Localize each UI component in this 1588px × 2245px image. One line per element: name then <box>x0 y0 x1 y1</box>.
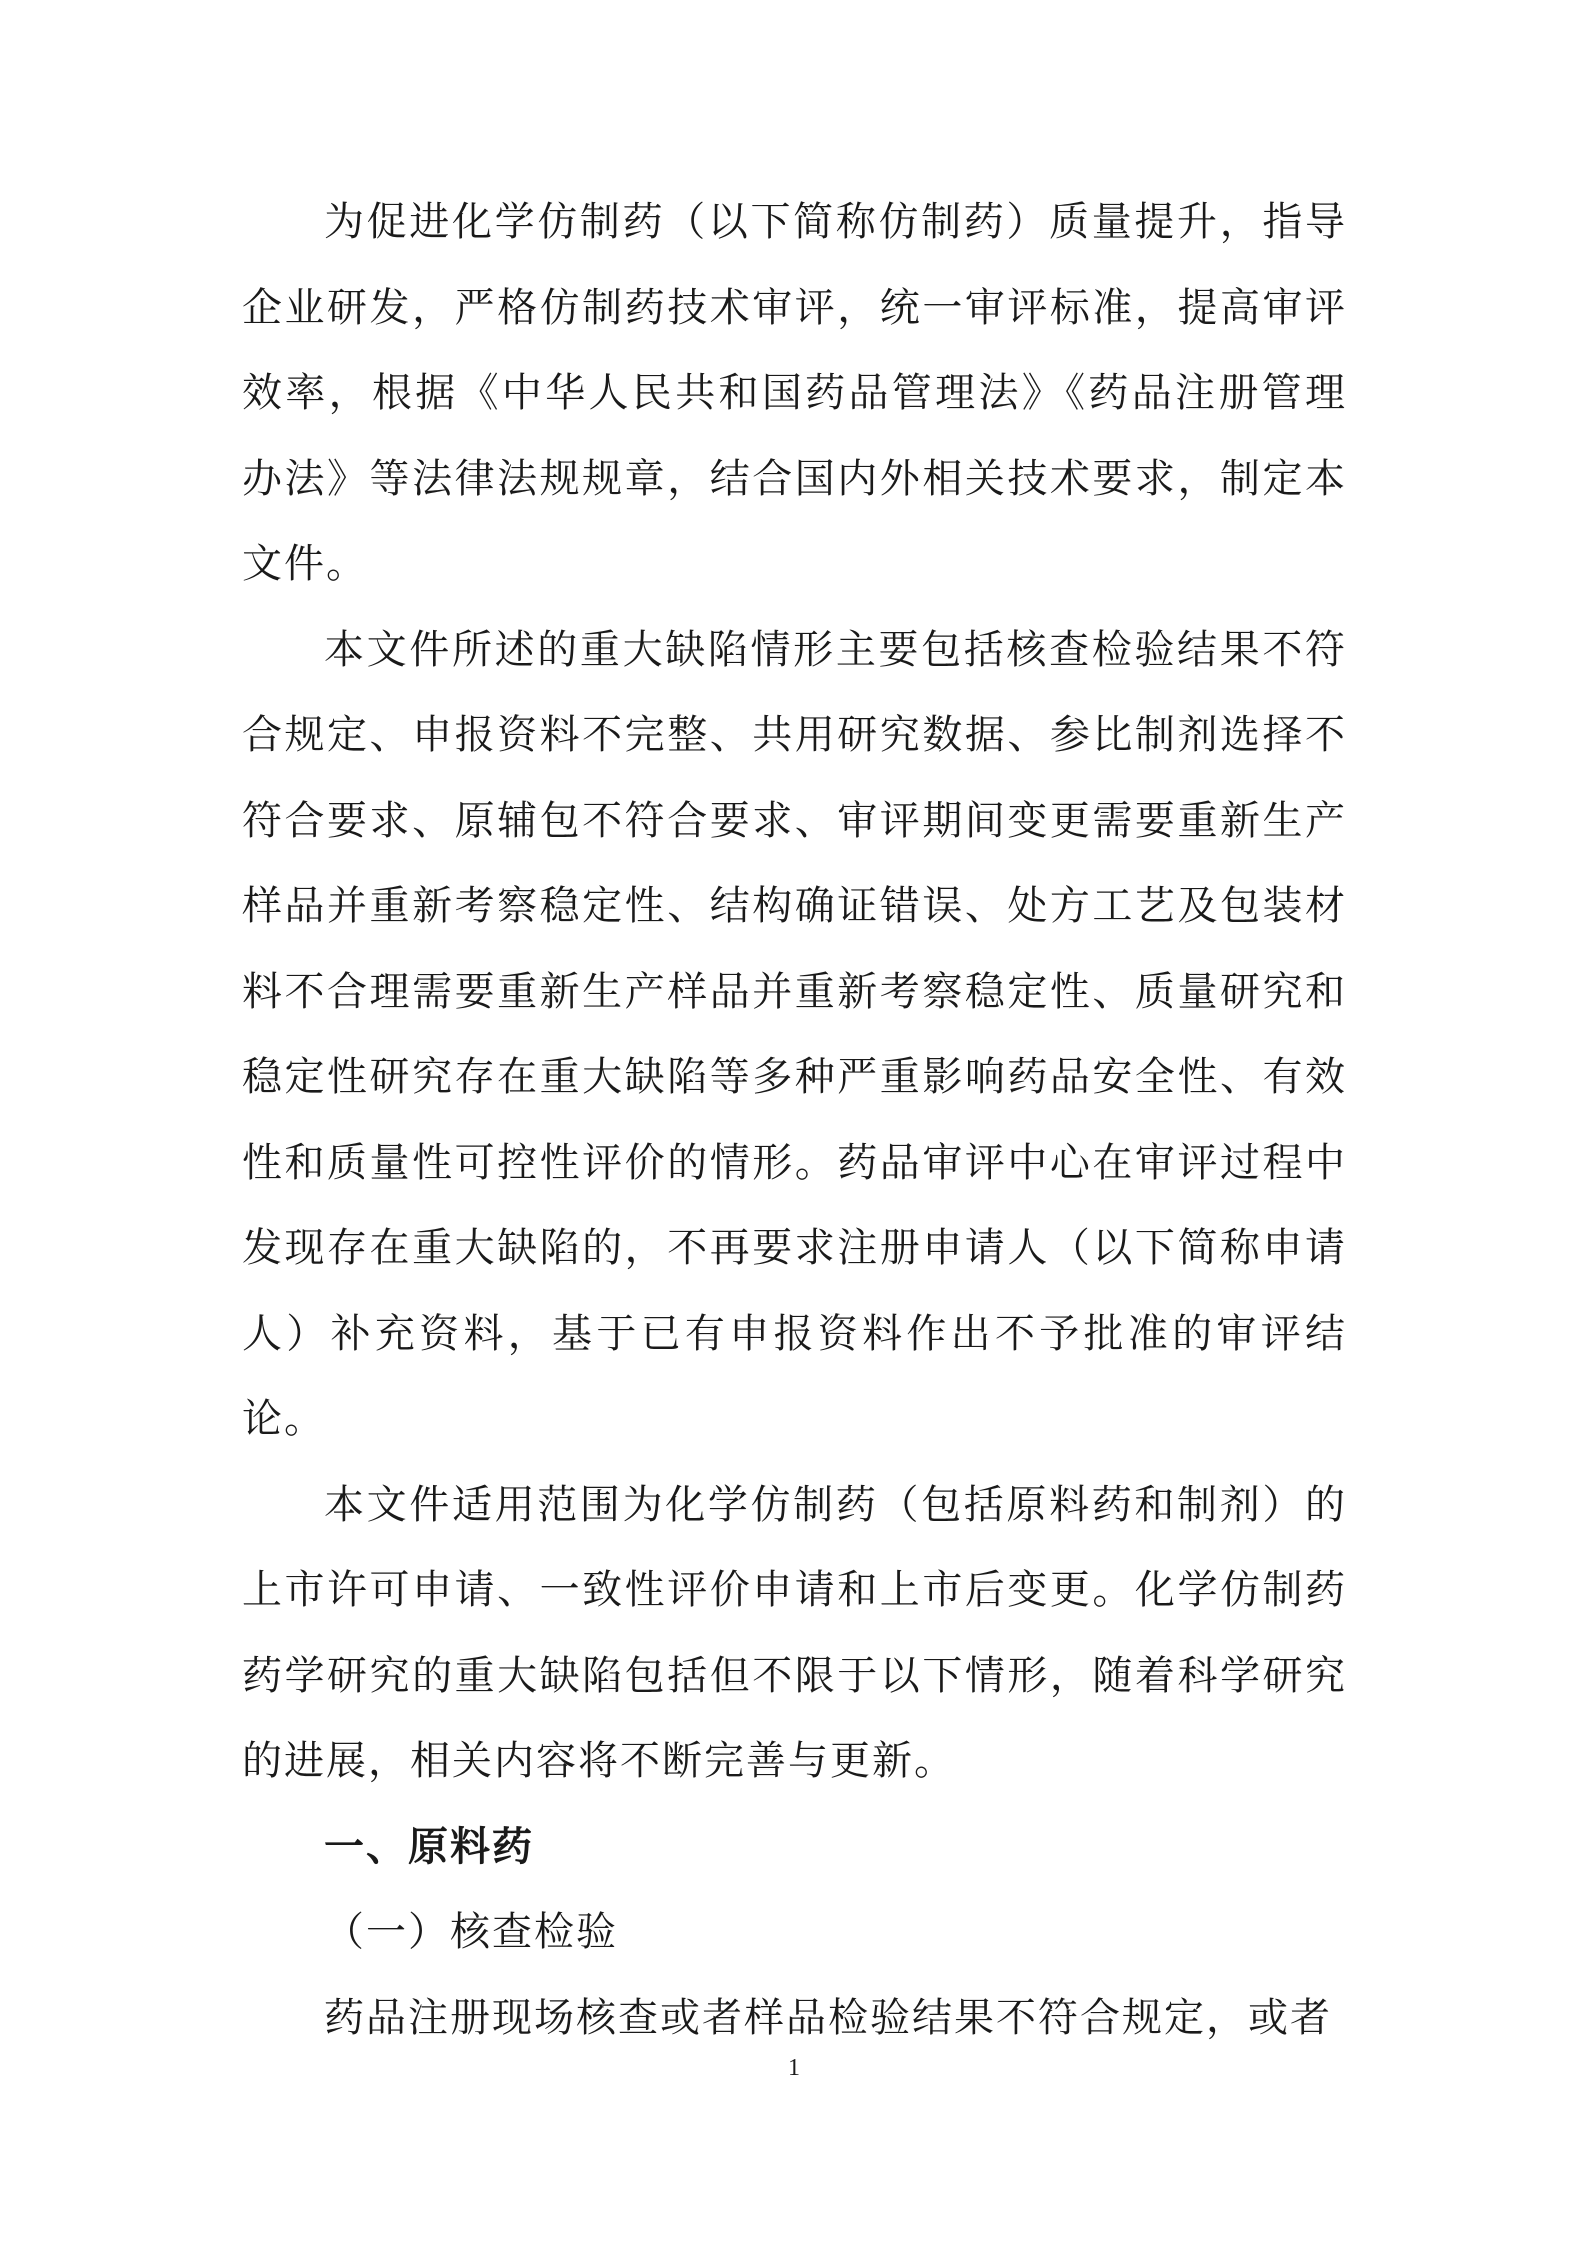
subsection-heading-inspection: （一）核查检验 <box>324 1909 618 1955</box>
page-number: 1 <box>788 2055 800 2081</box>
paragraph-purpose: 为促进化学仿制药（以下简称仿制药）质量提升，指导企业研发，严格仿制药技术审评，统一审评标准，提高审评效率，根据《中华人民共和国药品管理法》《药品注册管理办法》等法律法规规章，结合国内外相关技术要求，制定本文件。 <box>242 199 1347 587</box>
section-heading-api: 一、原料药 <box>324 1823 534 1870</box>
paragraph-inspection: 药品注册现场核查或者样品检验结果不符合规定，或者 <box>324 1994 1332 2041</box>
paragraph-major-defects: 本文件所述的重大缺陷情形主要包括核查检验结果不符合规定、申报资料不完整、共用研究数据、参比制剂选择不符合要求、原辅包不符合要求、审评期间变更需要重新生产样品并重新考察稳定性、结构确证错误、处方工艺及包装材料不合理需要重新生产样品并重新考察稳定性、质量研究和稳定性研究存在重大缺陷等多种严重影响药品安全性、有效性和质量性可控性评价的情形。药品审评中心在审评过程中发现存在重大缺陷的，不再要求注册申请人（以下简称申请人）补充资料，基于已有申报资料作出不予批准的审评结论。 <box>242 626 1347 1442</box>
document-body <box>242 180 1347 2061</box>
paragraph-scope: 本文件适用范围为化学仿制药（包括原料药和制剂）的上市许可申请、一致性评价申请和上市后变更。化学仿制药药学研究的重大缺陷包括但不限于以下情形，随着科学研究的进展，相关内容将不断完善与更新。 <box>242 1481 1347 1784</box>
